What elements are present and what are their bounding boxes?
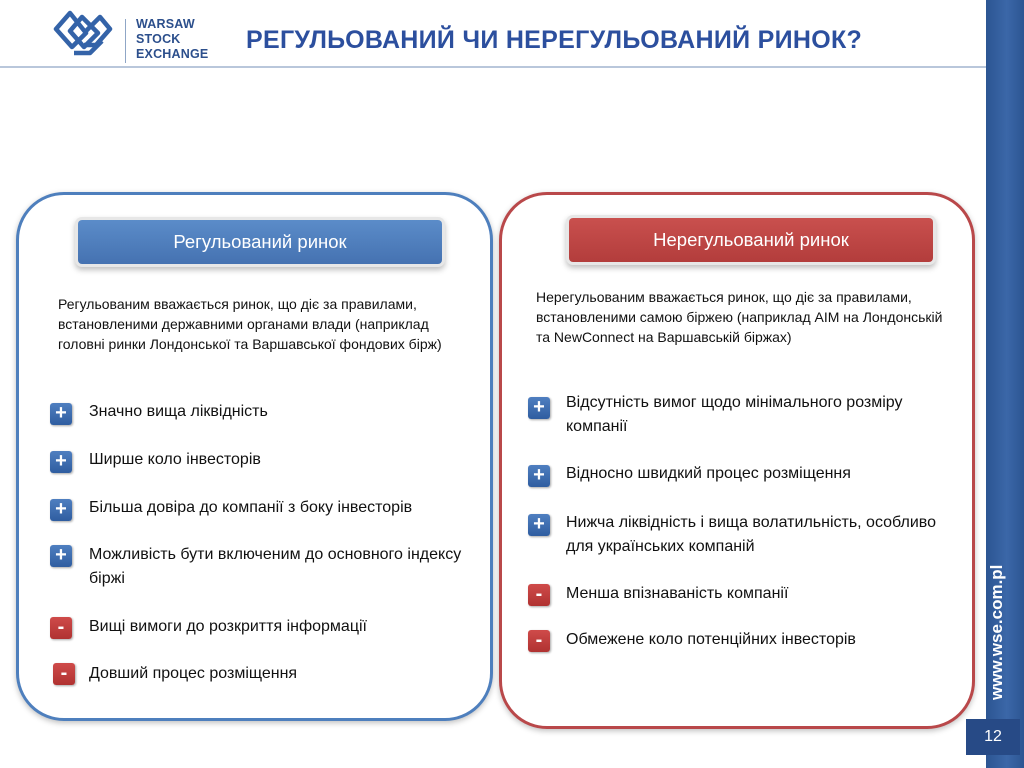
wse-logo-icon: [52, 7, 114, 65]
list-item: Обмежене коло потенційних інвесторів: [566, 631, 856, 648]
title-divider: [0, 66, 986, 68]
page-number: 12: [966, 719, 1020, 755]
plus-icon: +: [50, 545, 72, 567]
plus-icon: +: [528, 465, 550, 487]
plus-icon: +: [528, 397, 550, 419]
regulated-market-header: Регульований ринок: [78, 220, 442, 264]
minus-icon: -: [53, 663, 75, 685]
logo: [52, 7, 222, 65]
minus-icon: -: [50, 617, 72, 639]
list-item: Довший процес розміщення: [89, 665, 298, 682]
list-item: Нижча ліквідність і вища волатильність, особливо для українських компаній: [566, 514, 936, 555]
plus-icon: +: [50, 403, 72, 425]
list-item: Менша впізнаваність компанії: [566, 585, 789, 602]
minus-icon: -: [528, 630, 550, 652]
list-item: Значно вища ліквідність: [89, 403, 268, 420]
plus-icon: +: [50, 499, 72, 521]
logo-wordmark: [136, 17, 208, 62]
list-item: Вищі вимоги до розкриття інформації: [89, 618, 367, 635]
list-item: Відносно швидкий процес розміщення: [566, 465, 851, 482]
list-item: Відсутність вимог щодо мінімального розміру компанії: [566, 394, 903, 435]
logo-line: STOCK: [136, 32, 181, 46]
page-title: РЕГУЛЬОВАНИЙ ЧИ НЕРЕГУЛЬОВАНИЙ РИНОК?: [246, 26, 863, 54]
logo-divider: [125, 19, 126, 63]
list-item: Можливість бути включеним до основного індексу біржі: [89, 546, 462, 587]
list-item: Ширше коло інвесторів: [89, 451, 261, 468]
minus-icon: -: [528, 584, 550, 606]
regulated-market-description: Регульованим вважається ринок, що діє за правилами, встановленими державними органами влади (наприклад головні ринки Лондонської та Варшавської фондових бірж): [58, 296, 442, 352]
logo-line: EXCHANGE: [136, 47, 209, 61]
plus-icon: +: [50, 451, 72, 473]
plus-icon: +: [528, 514, 550, 536]
website-url: [987, 670, 1007, 700]
unregulated-market-description: Нерегульованим вважається ринок, що діє за правилами, встановленими самою біржею (наприклад AIM на Лондонській та NewConnect на Варшавській біржах): [536, 289, 943, 345]
unregulated-market-header: Нерегульований ринок: [569, 218, 933, 262]
logo-line: WARSAW: [136, 17, 195, 31]
list-item: Більша довіра до компанії з боку інвесторів: [89, 499, 413, 516]
